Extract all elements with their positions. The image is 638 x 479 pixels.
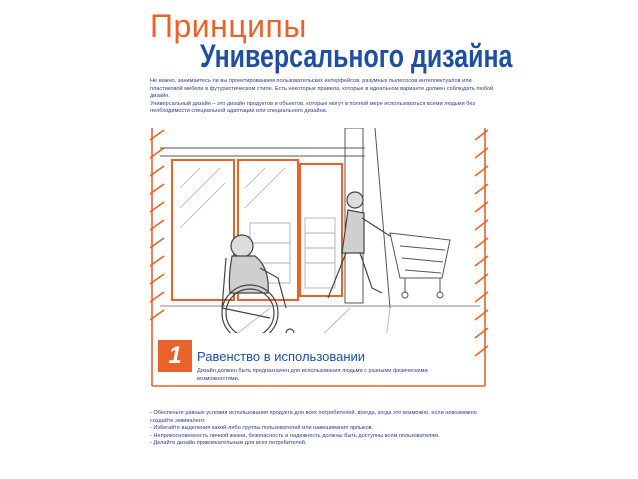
rule-item: - Неприкосновенность личной жизни, безопасность и надежность должны быть доступны всем пользователям. xyxy=(150,432,440,439)
rules-list xyxy=(150,410,490,448)
section-description: Дизайн должен быть предназначен для использования людьми с разными физическими возможностями. xyxy=(197,368,428,382)
intro-text xyxy=(150,78,495,116)
rule-item: - Делайте дизайн привлекательным для всех потребителей. xyxy=(150,440,307,447)
title-line-1: Принципы xyxy=(150,8,307,44)
shopper-figure xyxy=(328,192,390,298)
title-line-2: Универсального дизайна xyxy=(200,38,513,74)
shopping-cart xyxy=(390,233,450,298)
rule-item: - Избегайте выделения какой-либо группы пользователей или навешивания ярлыков. xyxy=(150,425,374,432)
section-title: Равенство в использовании xyxy=(197,349,366,364)
rule-item: - Обеспечьте равные условия использования продукта для всех потребителей, всегда, когда это возможно, если невозможно создайте эквивалент. xyxy=(150,410,477,424)
intro-paragraph-2: Универсальный дизайн – это дизайн продуктов и объектов, которые могут в полной мере использоваться всеми людьми без необходимости специальной адаптации или специального дизайна. xyxy=(150,100,475,115)
wheelchair-figure xyxy=(222,235,294,341)
intro-paragraph-1: Не важно, занимаетесь ли вы проектированием пользовательских интерфейсов, разумных пылесосов интеллектуалов или пластиковой мебели в футуристическом стиле. Есть некоторые правила, которые в идеальном варианте должен соблюдать любой дизайн. xyxy=(150,78,494,100)
section-number-badge: 1 xyxy=(158,340,192,372)
